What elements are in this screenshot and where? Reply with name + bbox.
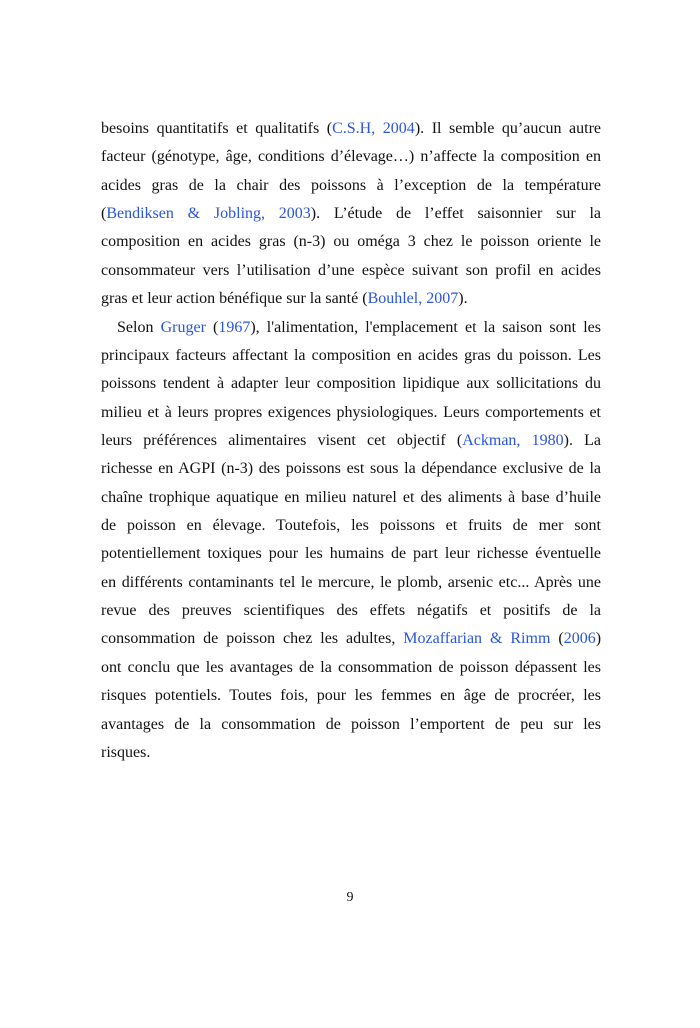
text-segment: ( (205, 318, 219, 336)
citation-link[interactable]: C.S.H, 2004 (332, 120, 415, 137)
text-line (101, 314, 601, 342)
text-line (101, 257, 601, 285)
text-segment: ). L’étude de l’effet saisonnier sur la (310, 205, 601, 223)
text-line (101, 285, 601, 313)
text-segment: consommateur vers l’utilisation d’une espèce suivant son profil en acides (101, 261, 601, 279)
text-line (101, 200, 601, 228)
text-line (101, 399, 601, 427)
text-line (101, 682, 601, 710)
text-segment: de poisson en élevage. Toutefois, les poissons et fruits de mer sont (101, 517, 601, 535)
text-segment: ). La (563, 431, 602, 449)
text-segment: en différents contaminants tel le mercure, le plomb, arsenic etc... Après une (101, 573, 601, 591)
text-segment: Selon (117, 318, 161, 336)
text-segment: principaux facteurs affectant la composition en acides gras du poisson. Les (101, 346, 601, 364)
text-segment: ont conclu que les avantages de la consommation de poisson dépassent les (101, 658, 601, 676)
text-segment: ( (101, 205, 107, 223)
text-segment: risques potentiels. Toutes fois, pour les femmes en âge de procréer, les (101, 687, 601, 705)
text-segment: revue des preuves scientifiques des effets négatifs et positifs de la (101, 602, 601, 620)
text-line (101, 654, 601, 682)
text-line (101, 143, 601, 171)
text-segment: ) (595, 630, 602, 648)
text-segment: ). Il semble qu’aucun autre (414, 120, 602, 137)
text-segment: ), l'alimentation, l'emplacement et la saison sont les (250, 318, 601, 336)
text-line (101, 512, 601, 540)
text-line (101, 540, 601, 568)
text-segment: leurs préférences alimentaires visent cet objectif ( (101, 431, 463, 449)
text-segment: acides gras de la chair des poissons à l’exception de la température (101, 176, 601, 194)
page-number: 9 (346, 890, 354, 905)
text-line (101, 455, 601, 483)
text-segment: richesse en AGPI (n-3) des poissons est sous la dépendance exclusive de la (101, 460, 601, 478)
text-segment: chaîne trophique aquatique en milieu naturel et des aliments à base d’huile (101, 488, 601, 506)
text-segment: gras et leur action bénéfique sur la santé ( (101, 290, 368, 308)
citation-link[interactable]: Ackman, 1980 (462, 431, 564, 449)
text-segment: avantages de la consommation de poisson l’emportent de peu sur les (101, 715, 601, 733)
text-segment: poissons tendent à adapter leur composition lipidique aux sollicitations du (101, 375, 601, 393)
text-line (101, 172, 601, 200)
citation-link[interactable]: 2006 (563, 630, 596, 648)
text-segment: ( (550, 630, 564, 648)
text-segment: besoins quantitatifs et qualitatifs ( (101, 120, 333, 137)
citation-link[interactable]: Mozaffarian & Rimm (403, 630, 551, 648)
text-segment: facteur (génotype, âge, conditions d’élevage…) n’affecte la composition en (101, 148, 601, 166)
paragraph (101, 115, 601, 314)
citation-link[interactable]: Gruger (160, 318, 206, 336)
text-line (101, 484, 601, 512)
text-segment: potentiellement toxiques pour les humains de part leur richesse éventuelle (101, 545, 601, 563)
text-line (101, 370, 601, 398)
citation-link[interactable]: Bouhlel, 2007 (367, 290, 459, 308)
text-line (101, 427, 601, 455)
text-segment: composition en acides gras (n-3) ou oméga 3 chez le poisson oriente le (101, 233, 601, 251)
text-line (101, 342, 601, 370)
text-line (101, 115, 601, 143)
text-line (101, 228, 601, 256)
text-segment: milieu et à leurs propres exigences physiologiques. Leurs comportements et (101, 403, 601, 421)
citation-link[interactable]: 1967 (218, 318, 251, 336)
document-body (101, 115, 601, 767)
text-line (101, 739, 601, 767)
text-line (101, 597, 601, 625)
text-line (101, 711, 601, 739)
text-segment: risques. (101, 743, 151, 761)
paragraph (101, 314, 601, 768)
text-line (101, 569, 601, 597)
text-line (101, 625, 601, 653)
text-segment: ). (458, 290, 468, 308)
text-segment: consommation de poisson chez les adultes, (101, 630, 404, 648)
citation-link[interactable]: Bendiksen & Jobling, 2003 (106, 205, 311, 223)
